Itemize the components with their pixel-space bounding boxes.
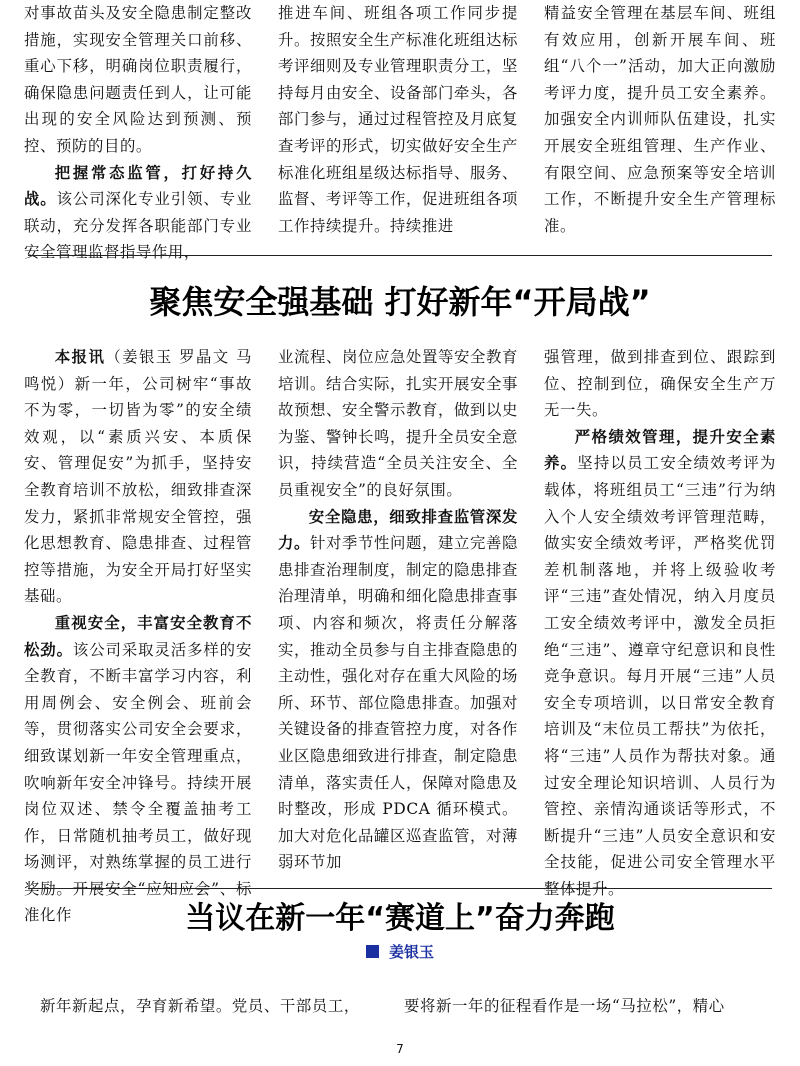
paragraph [24,160,252,266]
paragraph [544,424,776,903]
top-column-3 [544,0,776,239]
byline [0,942,800,962]
lead-phrase: 严格绩效管理，提升安全素养。 [544,427,776,473]
paragraph-body: （姜银玉 罗晶文 马鸣悦）新一年，公司树牢“事故不为零，一切皆为零”的安全绩效观，以“素质兴安、本质保安、管理促安”为抓手，坚持安全教育培训不放松，细致排查深发力，紧抓非常规安全管控，强化思想教育、隐患排查、过程管控等措施，为安全开局打好坚实基础。 [24,348,252,606]
article-column-3 [544,344,776,902]
paragraph: 精益安全管理在基层车间、班组有效应用，创新开展车间、班组“八个一”活动，加大正向激励考评力度，提升员工安全素养。加强安全内训师队伍建设，扎实开展安全班组管理、生产作业、有限空间、应急预案等安全培训工作，不断提升安全生产管理标准。 [544,4,776,235]
divider-middle [28,888,772,889]
divider-top [28,255,772,256]
article-text-right: 要将新一年的征程看作是一场“马拉松”，精心 [404,997,725,1015]
paragraph [24,344,252,610]
lead-phrase: 重视安全，丰富安全教育不松劲。 [24,613,252,659]
paragraph: 强管理，做到排查到位、跟踪到位、控制到位，确保安全生产万无一失。 [544,348,776,420]
article-column-1 [24,344,252,929]
author-name: 姜银玉 [388,943,434,961]
paragraph: 业流程、岗位应急处置等安全教育培训。结合实际，扎实开展安全事故预想、安全警示教育，做到以史为鉴、警钟长鸣，提升全员安全意识，持续营造“全员关注安全、全员重视安全”的良好氛围。 [278,348,518,499]
square-bullet-icon [366,945,379,958]
lead-phrase: 本报讯 [54,348,106,366]
article-column-2 [278,344,518,876]
article-text-left: 新年新起点，孕育新希望。党员、干部员工， [40,997,360,1015]
top-column-2 [278,0,518,239]
article-headline: 聚焦安全强基础 打好新年“开局战” [149,283,651,321]
paragraph: 推进车间、班组各项工作同步提升。按照安全生产标准化班组达标考评细则及专业管理职责分工，坚持每月由安全、设备部门牵头，各部门参与，通过过程管控及月底复查考评的形式，切实做好安全生产标准化班组星级达标指导、服务、监督、考评等工作，促进班组各项工作持续提升。持续推进 [278,4,518,235]
paragraph-body: 该公司深化专业引领、专业联动，充分发挥各职能部门专业安全管理监督指导作用， [24,190,253,262]
lead-phrase: 安全隐患，细致排查监管深发力。 [278,507,518,553]
paragraph [24,610,252,929]
page-number: 7 [396,1042,404,1056]
top-column-1 [24,0,252,266]
paragraph-body: 针对季节性问题，建立完善隐患排查治理制度，制定的隐患排查治理清单，明确和细化隐患排查事项、内容和频次，将责任分解落实，推动全员参与自主排查隐患的主动性，强化对存在重大风险的场所、环节、部位隐患排查。加强对关键设备的排查管控力度，对各作业区隐患细致进行排查，制定隐患清单，落实责任人，保障对隐患及时整改，形成 PDCA 循环模式。加大对危化品罐区巡查监管，对薄弱环节加 [278,534,518,872]
paragraph-body: 该公司采取灵活多样的安全教育，不断丰富学习内容，利用周例会、安全例会、班前会等，贯彻落实公司安全会要求，细致谋划新一年安全管理重点，吹响新年安全冲锋号。持续开展岗位双述、禁令全覆盖抽考工作，日常随机抽考员工，做好现场测评，对熟练掌握的员工进行奖励。开展安全“应知应会”、标准化作 [24,640,252,925]
lead-phrase: 把握常态监管，打好持久战。 [24,163,252,209]
article-headline: 当议在新一年“赛道上”奋力奔跑 [185,901,615,936]
paragraph-body: 坚持以员工安全绩效考评为载体，将班组员工“三违”行为纳入个人安全绩效考评管理范畴，做实安全绩效考评，严格奖优罚差机制落地，并将上级验收考评“三违”查处情况，纳入月度员工安全绩效考评中，激发全员拒绝“三违”、遵章守纪意识和良性竞争意识。每月开展“三违”人员安全专项培训，以日常安全教育培训及“末位员工帮扶”为依托，将“三违”人员作为帮扶对象。通过安全理论知识培训、人员行为管控、亲情沟通谈话等形式，不断提升“三违”人员安全意识和安全技能，促进公司安全管理水平整体提升。 [544,454,776,898]
paragraph [278,504,518,876]
paragraph: 对事故苗头及安全隐患制定整改措施，实现安全管理关口前移、重心下移，明确岗位职责履行，确保隐患问题责任到人，让可能出现的安全风险达到预测、预控、预防的目的。 [24,4,252,155]
